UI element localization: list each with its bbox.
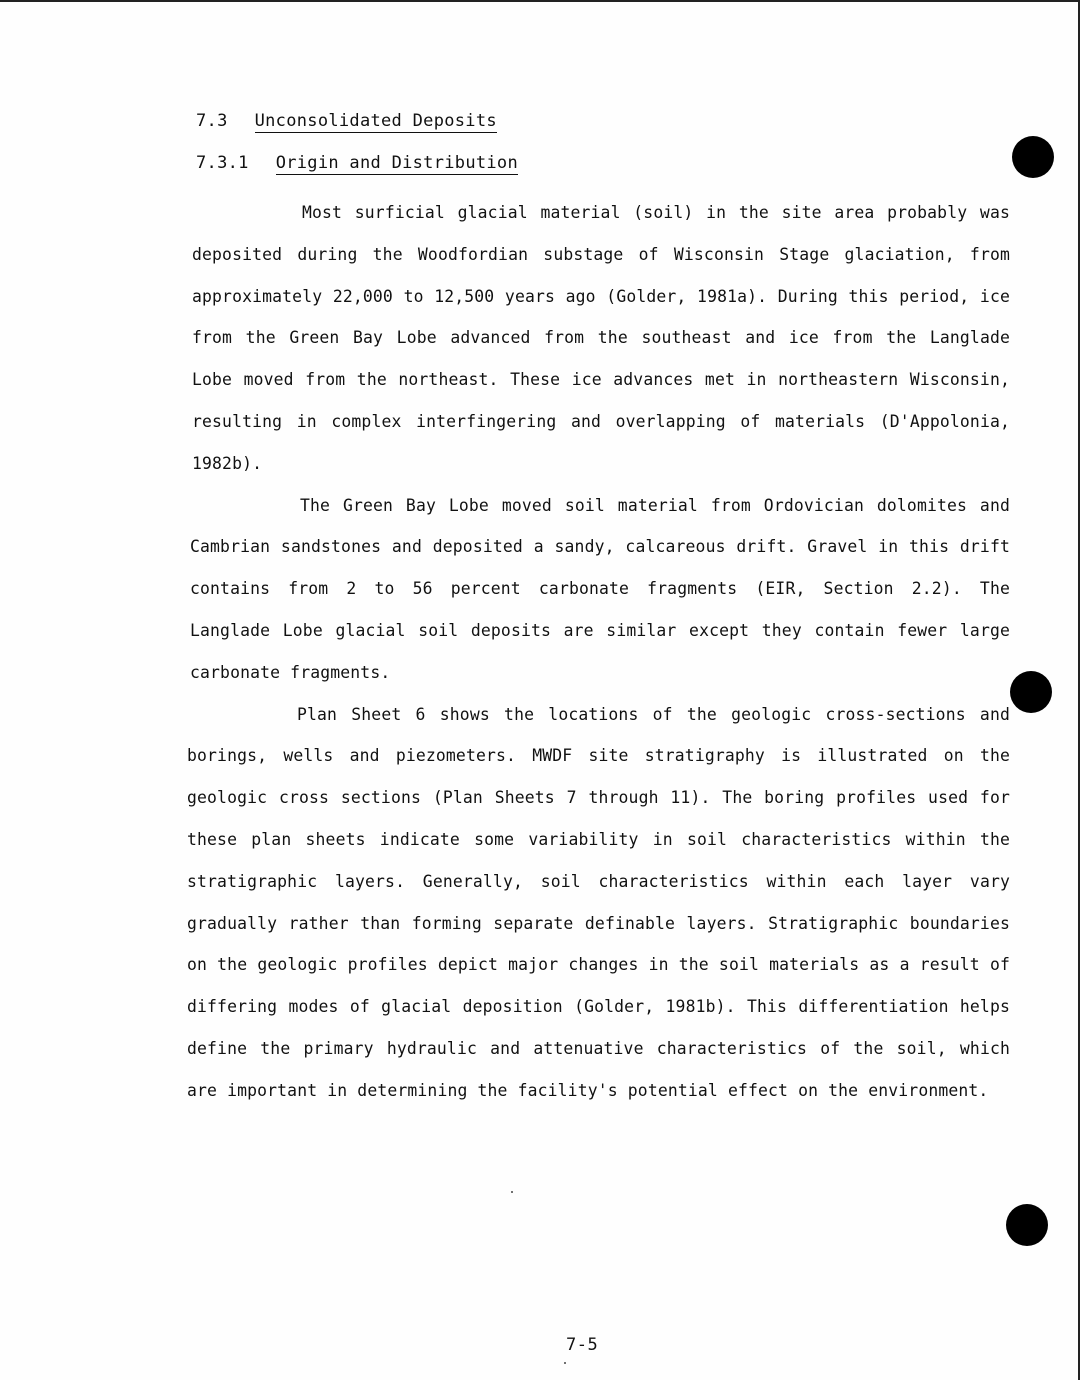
punch-hole-middle — [1010, 671, 1052, 713]
section-title: Unconsolidated Deposits — [254, 111, 497, 131]
section-heading — [196, 111, 497, 133]
body-text — [180, 192, 1010, 1112]
scan-speck — [511, 1191, 513, 1193]
subsection-heading — [196, 153, 518, 175]
scan-speck — [564, 1362, 566, 1364]
page-number: 7-5 — [566, 1335, 599, 1355]
punch-hole-top — [1012, 136, 1054, 178]
paragraph-green-bay-lobe: The Green Bay Lobe moved soil material from Ordovician dolomites and Cambrian sandstones and deposited a sandy, calcareous drift. Gravel in this drift contains from 2 to 56 percent carbonate fragments (EIR, Section 2.2). The Langlade Lobe glacial soil deposits are similar except they contain fewer large carbonate fragments. — [190, 495, 1010, 682]
page-edge-top — [0, 0, 1080, 2]
paragraph-origin: Most surficial glacial material (soil) in the site area probably was deposited during the Woodfordian substage of Wisconsin Stage glaciation, from approximately 22,000 to 12,500 years ago (Golder, 1981a). During this period, ice from the Green Bay Lobe advanced from the southeast and ice from the Langlade Lobe moved from the northeast. These ice advances met in northeastern Wisconsin, resulting in complex interfingering and overlapping of materials (D'Appolonia, 1982b). — [192, 203, 1010, 473]
subsection-number: 7.3.1 — [196, 153, 249, 173]
section-number: 7.3 — [196, 111, 228, 131]
paragraph-stratigraphy: Plan Sheet 6 shows the locations of the geologic cross-sections and borings, wells and piezometers. MWDF site stratigraphy is illustrated on the geologic cross sections (Plan Sheets 7 through 11). The boring profiles used for these plan sheets indicate some variability in soil characteristics within the stratigraphic layers. Generally, soil characteristics within each layer vary gradually rather than forming separate definable layers. Stratigraphic boundaries on the geologic profiles depict major changes in the soil materials as a result of differing modes of glacial deposition (Golder, 1981b). This differentiation helps define the primary hydraulic and attenuative characteristics of the soil, which are important in determining the facility's potential effect on the environment. — [187, 704, 1010, 1100]
punch-hole-bottom — [1006, 1204, 1048, 1246]
subsection-title: Origin and Distribution — [275, 153, 518, 173]
